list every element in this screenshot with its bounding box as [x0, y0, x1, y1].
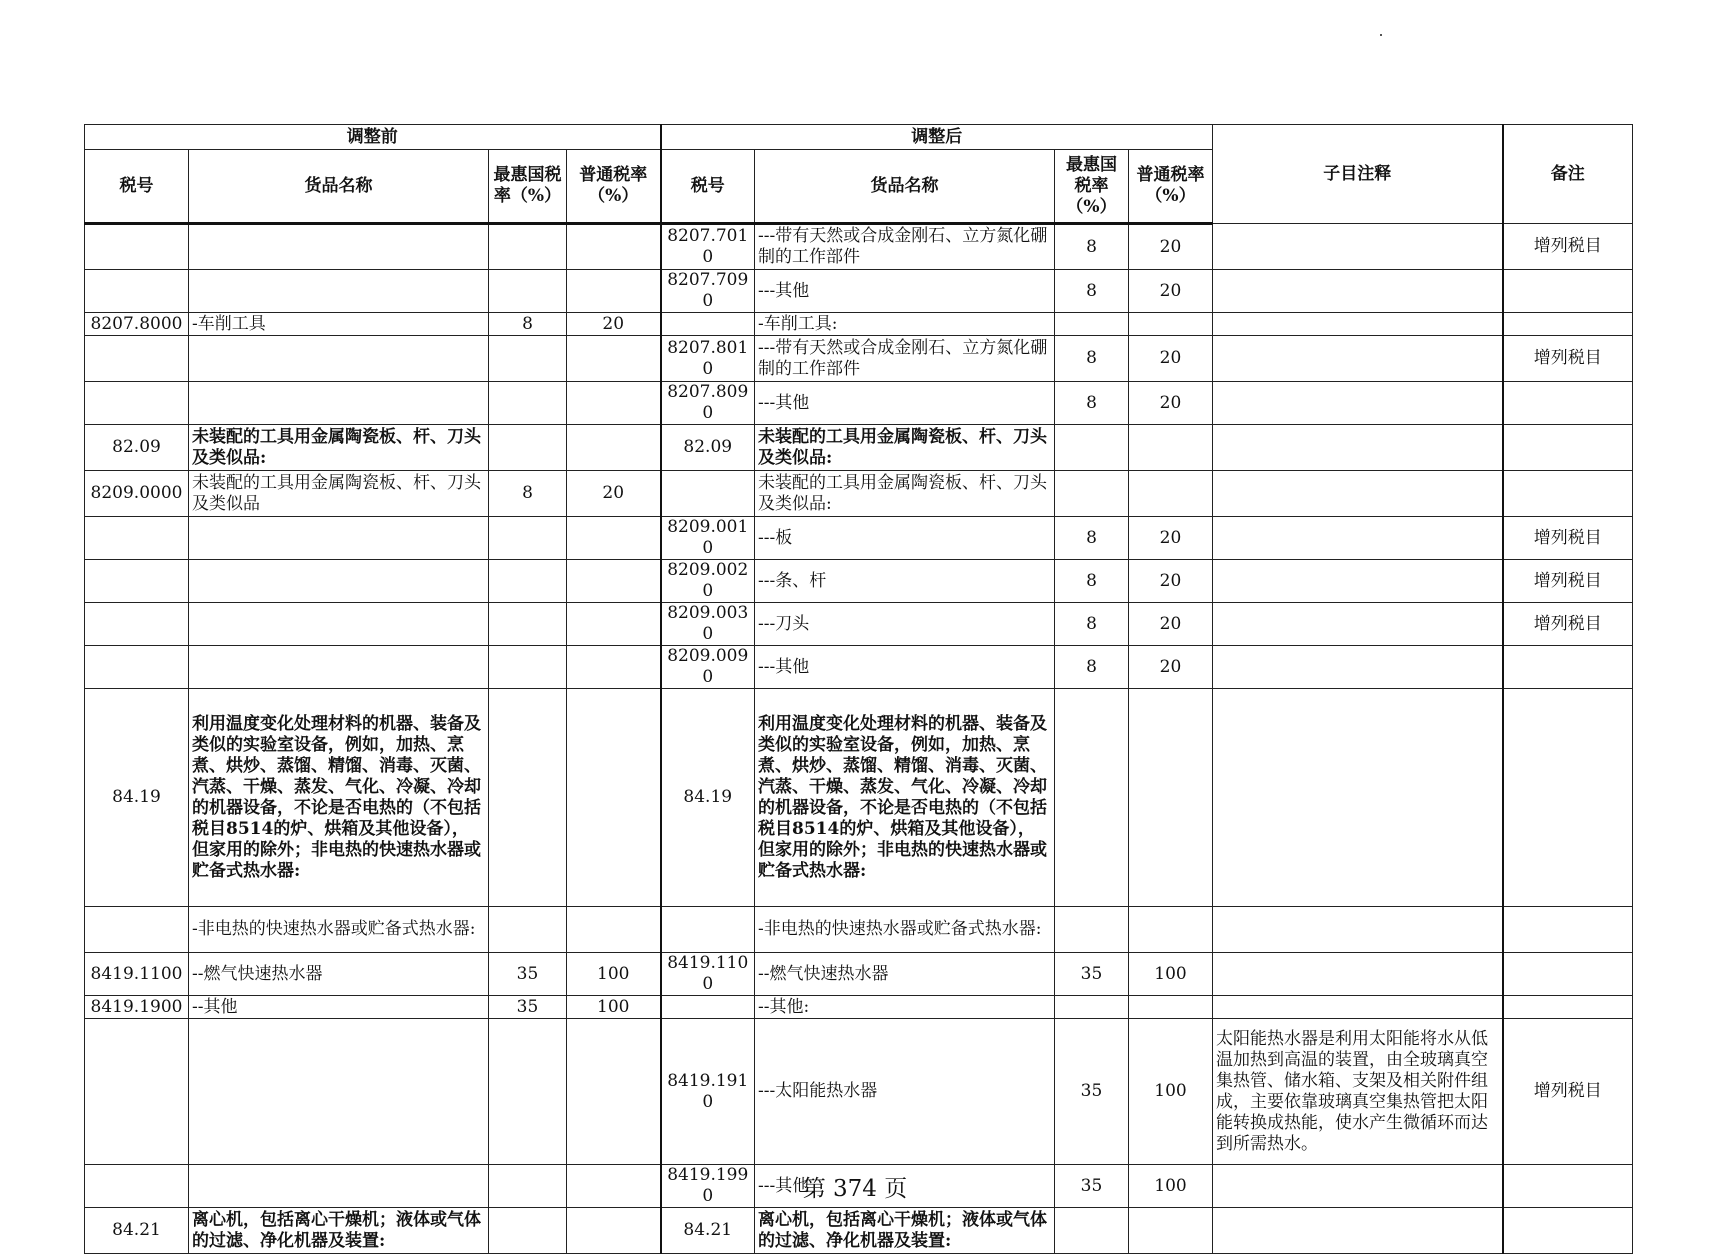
cell-before-general [567, 336, 661, 382]
col-header-after-general: 普通税率（%） [1129, 150, 1213, 224]
cell-after-name: ---其他 [755, 382, 1055, 425]
cell-before-code: 8419.1100 [85, 953, 189, 996]
cell-after-general: 100 [1129, 1165, 1213, 1208]
cell-after-code: 8209.0090 [661, 646, 755, 689]
cell-before-code: 84.19 [85, 689, 189, 907]
cell-before-general [567, 382, 661, 425]
cell-note [1213, 603, 1503, 646]
cell-note [1213, 1208, 1503, 1254]
cell-before-mfn [489, 907, 567, 953]
cell-before-name [189, 517, 489, 560]
group-header-before: 调整前 [85, 125, 661, 150]
cell-after-general: 20 [1129, 646, 1213, 689]
col-header-before-name: 货品名称 [189, 150, 489, 224]
cell-after-name: --其他: [755, 996, 1055, 1019]
cell-note [1213, 517, 1503, 560]
cell-after-general: 100 [1129, 953, 1213, 996]
cell-after-code: 8209.0020 [661, 560, 755, 603]
page-number: 第 374 页 [802, 1176, 908, 1202]
col-header-after-mfn: 最惠国税率（%） [1055, 150, 1129, 224]
cell-before-code [85, 270, 189, 313]
cell-after-name: ---带有天然或合成金刚石、立方氮化硼制的工作部件 [755, 336, 1055, 382]
cell-before-mfn [489, 689, 567, 907]
cell-after-general [1129, 471, 1213, 517]
cell-before-mfn: 8 [489, 313, 567, 336]
cell-before-general [567, 907, 661, 953]
cell-after-code [661, 471, 755, 517]
col-header-after-name: 货品名称 [755, 150, 1055, 224]
cell-before-code: 8207.8000 [85, 313, 189, 336]
cell-before-code [85, 603, 189, 646]
cell-note [1213, 224, 1503, 270]
cell-after-code: 8419.1910 [661, 1019, 755, 1165]
cell-before-name [189, 603, 489, 646]
cell-before-name: --其他 [189, 996, 489, 1019]
cell-note [1213, 313, 1503, 336]
cell-before-mfn: 35 [489, 996, 567, 1019]
col-header-after-code: 税号 [661, 150, 755, 224]
cell-before-mfn [489, 560, 567, 603]
table-row [85, 953, 1633, 996]
cell-before-general [567, 1019, 661, 1165]
cell-note [1213, 996, 1503, 1019]
col-header-note: 子目注释 [1213, 125, 1503, 224]
cell-after-general: 100 [1129, 1019, 1213, 1165]
cell-after-name: ---带有天然或合成金刚石、立方氮化硼制的工作部件 [755, 224, 1055, 270]
cell-after-general [1129, 907, 1213, 953]
col-header-before-mfn: 最惠国税率（%） [489, 150, 567, 224]
cell-before-general [567, 1208, 661, 1254]
cell-remark: 增列税目 [1503, 336, 1633, 382]
cell-before-mfn [489, 336, 567, 382]
table-row [85, 1019, 1633, 1165]
table-row [85, 336, 1633, 382]
cell-before-code: 8419.1900 [85, 996, 189, 1019]
cell-after-code [661, 996, 755, 1019]
cell-note [1213, 382, 1503, 425]
cell-before-code [85, 646, 189, 689]
cell-remark [1503, 382, 1633, 425]
cell-before-mfn [489, 517, 567, 560]
cell-before-general [567, 517, 661, 560]
cell-before-general [567, 646, 661, 689]
cell-note [1213, 270, 1503, 313]
cell-after-code: 8209.0030 [661, 603, 755, 646]
cell-before-general [567, 270, 661, 313]
table-row [85, 560, 1633, 603]
cell-after-code: 8209.0010 [661, 517, 755, 560]
cell-before-general: 100 [567, 996, 661, 1019]
cell-after-code: 84.21 [661, 1208, 755, 1254]
cell-after-mfn: 8 [1055, 270, 1129, 313]
cell-remark [1503, 953, 1633, 996]
cell-after-mfn: 8 [1055, 603, 1129, 646]
cell-before-code [85, 336, 189, 382]
cell-after-name: ---太阳能热水器 [755, 1019, 1055, 1165]
cell-note [1213, 425, 1503, 471]
cell-after-code: 8419.1100 [661, 953, 755, 996]
cell-remark [1503, 1208, 1633, 1254]
cell-after-code: 8207.7010 [661, 224, 755, 270]
cell-before-mfn [489, 382, 567, 425]
table-row [85, 382, 1633, 425]
cell-after-mfn: 8 [1055, 517, 1129, 560]
cell-before-mfn: 35 [489, 953, 567, 996]
cell-before-code: 8209.0000 [85, 471, 189, 517]
cell-after-mfn [1055, 689, 1129, 907]
cell-after-code: 8207.8010 [661, 336, 755, 382]
cell-remark [1503, 689, 1633, 907]
cell-remark [1503, 996, 1633, 1019]
cell-before-name [189, 270, 489, 313]
table-row [85, 646, 1633, 689]
cell-after-mfn: 35 [1055, 1019, 1129, 1165]
cell-before-name: --燃气快速热水器 [189, 953, 489, 996]
scan-speck [1380, 34, 1382, 36]
cell-note [1213, 646, 1503, 689]
col-header-before-general: 普通税率（%） [567, 150, 661, 224]
cell-remark [1503, 646, 1633, 689]
table-row [85, 603, 1633, 646]
cell-before-name [189, 224, 489, 270]
cell-before-mfn [489, 1019, 567, 1165]
cell-before-mfn: 8 [489, 471, 567, 517]
cell-after-code: 84.19 [661, 689, 755, 907]
cell-after-general [1129, 425, 1213, 471]
cell-remark: 增列税目 [1503, 560, 1633, 603]
cell-after-name: --燃气快速热水器 [755, 953, 1055, 996]
cell-before-general: 100 [567, 953, 661, 996]
cell-before-name [189, 1019, 489, 1165]
cell-before-mfn [489, 270, 567, 313]
cell-before-mfn [489, 224, 567, 270]
cell-after-general: 20 [1129, 270, 1213, 313]
table-row [85, 270, 1633, 313]
cell-remark [1503, 313, 1633, 336]
cell-after-code [661, 907, 755, 953]
cell-after-general: 20 [1129, 603, 1213, 646]
cell-after-name: 未装配的工具用金属陶瓷板、杆、刀头及类似品: [755, 425, 1055, 471]
cell-note [1213, 689, 1503, 907]
cell-after-mfn: 8 [1055, 382, 1129, 425]
cell-remark: 增列税目 [1503, 603, 1633, 646]
cell-before-code [85, 224, 189, 270]
table-row [85, 907, 1633, 953]
cell-before-name: -车削工具 [189, 313, 489, 336]
cell-before-name: 利用温度变化处理材料的机器、装备及类似的实验室设备，例如，加热、烹煮、烘炒、蒸馏、精馏、消毒、灭菌、汽蒸、干燥、蒸发、气化、冷凝、冷却的机器设备，不论是否电热的（不包括税目8514的炉、烘箱及其他设备），但家用的除外；非电热的快速热水器或贮备式热水器: [189, 689, 489, 907]
cell-after-name: ---其他 [755, 646, 1055, 689]
table-row [85, 224, 1633, 270]
table-body [85, 224, 1633, 1254]
cell-before-code [85, 1019, 189, 1165]
cell-note [1213, 560, 1503, 603]
cell-after-name: -非电热的快速热水器或贮备式热水器: [755, 907, 1055, 953]
cell-after-general: 20 [1129, 517, 1213, 560]
cell-after-mfn [1055, 1208, 1129, 1254]
cell-after-name: ---板 [755, 517, 1055, 560]
cell-after-code: 8207.7090 [661, 270, 755, 313]
cell-after-general: 20 [1129, 382, 1213, 425]
cell-before-code [85, 560, 189, 603]
cell-after-mfn [1055, 996, 1129, 1019]
cell-after-code: 8419.1990 [661, 1165, 755, 1208]
table-row [85, 313, 1633, 336]
cell-before-mfn [489, 646, 567, 689]
cell-after-name: -车削工具: [755, 313, 1055, 336]
group-header-after: 调整后 [661, 125, 1213, 150]
cell-after-code: 82.09 [661, 425, 755, 471]
cell-after-general: 20 [1129, 224, 1213, 270]
cell-before-name: 离心机，包括离心干燥机；液体或气体的过滤、净化机器及装置: [189, 1208, 489, 1254]
cell-after-general: 20 [1129, 336, 1213, 382]
cell-before-mfn [489, 603, 567, 646]
cell-remark: 增列税目 [1503, 224, 1633, 270]
cell-after-mfn: 35 [1055, 1165, 1129, 1208]
cell-after-mfn: 35 [1055, 953, 1129, 996]
tariff-adjustment-table [84, 124, 1633, 1254]
cell-after-general [1129, 689, 1213, 907]
cell-before-general [567, 689, 661, 907]
cell-before-name: -非电热的快速热水器或贮备式热水器: [189, 907, 489, 953]
cell-after-mfn: 8 [1055, 646, 1129, 689]
cell-before-name [189, 560, 489, 603]
cell-before-general [567, 560, 661, 603]
cell-before-general [567, 224, 661, 270]
cell-before-mfn [489, 1208, 567, 1254]
cell-after-mfn: 8 [1055, 336, 1129, 382]
cell-after-name: ---条、杆 [755, 560, 1055, 603]
cell-after-general [1129, 996, 1213, 1019]
cell-remark [1503, 270, 1633, 313]
cell-after-name: ---其他 [755, 270, 1055, 313]
cell-before-name [189, 382, 489, 425]
cell-after-general [1129, 1208, 1213, 1254]
cell-before-name: 未装配的工具用金属陶瓷板、杆、刀头及类似品 [189, 471, 489, 517]
cell-before-name [189, 646, 489, 689]
cell-before-general [567, 425, 661, 471]
table-row [85, 425, 1633, 471]
cell-after-mfn [1055, 907, 1129, 953]
table-row [85, 517, 1633, 560]
cell-note [1213, 907, 1503, 953]
cell-after-name: ---其他 [755, 1165, 1055, 1208]
cell-after-code [661, 313, 755, 336]
cell-before-code [85, 382, 189, 425]
cell-note: 太阳能热水器是利用太阳能将水从低温加热到高温的装置，由全玻璃真空集热管、储水箱、支架及相关附件组成，主要依靠玻璃真空集热管把太阳能转换成热能，使水产生微循环而达到所需热水。 [1213, 1019, 1503, 1165]
cell-before-name [189, 336, 489, 382]
cell-after-name: 离心机，包括离心干燥机；液体或气体的过滤、净化机器及装置: [755, 1208, 1055, 1254]
cell-after-code: 8207.8090 [661, 382, 755, 425]
cell-before-code: 82.09 [85, 425, 189, 471]
cell-after-general [1129, 313, 1213, 336]
table-row [85, 689, 1633, 907]
cell-remark: 增列税目 [1503, 1019, 1633, 1165]
col-header-remark: 备注 [1503, 125, 1633, 224]
cell-before-name: 未装配的工具用金属陶瓷板、杆、刀头及类似品: [189, 425, 489, 471]
cell-after-mfn [1055, 313, 1129, 336]
cell-before-general: 20 [567, 313, 661, 336]
col-header-before-code: 税号 [85, 150, 189, 224]
cell-before-mfn [489, 425, 567, 471]
cell-after-mfn [1055, 471, 1129, 517]
cell-before-code [85, 517, 189, 560]
cell-after-mfn [1055, 425, 1129, 471]
cell-remark: 增列税目 [1503, 517, 1633, 560]
cell-after-name: 利用温度变化处理材料的机器、装备及类似的实验室设备，例如，加热、烹煮、烘炒、蒸馏、精馏、消毒、灭菌、汽蒸、干燥、蒸发、气化、冷凝、冷却的机器设备，不论是否电热的（不包括税目8514的炉、烘箱及其他设备），但家用的除外；非电热的快速热水器或贮备式热水器: [755, 689, 1055, 907]
cell-after-mfn: 8 [1055, 224, 1129, 270]
table-row [85, 996, 1633, 1019]
cell-before-code: 84.21 [85, 1208, 189, 1254]
cell-after-name: ---刀头 [755, 603, 1055, 646]
cell-before-code [85, 907, 189, 953]
cell-note [1213, 471, 1503, 517]
cell-remark [1503, 471, 1633, 517]
cell-after-mfn: 8 [1055, 560, 1129, 603]
cell-before-general [567, 603, 661, 646]
cell-note [1213, 953, 1503, 996]
cell-note [1213, 336, 1503, 382]
cell-before-general: 20 [567, 471, 661, 517]
cell-remark [1503, 907, 1633, 953]
table-row [85, 1208, 1633, 1254]
cell-after-general: 20 [1129, 560, 1213, 603]
table-row [85, 471, 1633, 517]
cell-after-name: 未装配的工具用金属陶瓷板、杆、刀头及类似品: [755, 471, 1055, 517]
cell-remark [1503, 425, 1633, 471]
